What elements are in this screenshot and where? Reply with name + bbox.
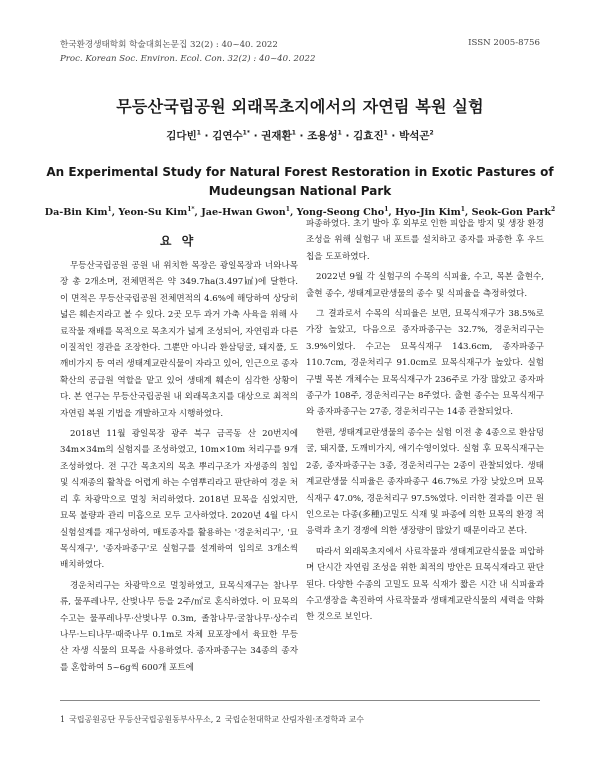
- abstract-paragraph: 한편, 생태계교란생물의 종수는 실험 이전 총 4종으로 환삼덩굴, 돼지풀, 도깨비가지, 애기수영이었다. 실험 후 묘목식재구는 2종, 종자파종구는 3종, 경운처리구는 2종이 관찰되었다. 생태계교란생물 식피율은 종자파종구 46.7%로 가장 낮았으며 묘목식재구 47.0%, 경운처리구 97.5%였다. 이러한 결과를 이끈 원인으로는 다종(多種)고밀도 식재 및 파종에 의한 묘목의 환경 적응력과 초기 경쟁에 의한 생장량이 많았기 때문이라고 본다.: [306, 427, 544, 537]
- affiliation-mark: 1: [383, 129, 388, 137]
- author-name: 조용성: [307, 130, 338, 142]
- journal-citation-ko: 한국환경생태학회 학술대회논문집 32(2) : 40~40. 2022: [60, 40, 278, 50]
- author-separator: ·: [387, 130, 400, 142]
- abstract-paragraph: 그 결과로서 수목의 식피율은 보면, 묘목식재구가 38.5%로 가장 높았고, 다음으로 종자파종구는 32.7%, 경운처리구는 3.9%이었다. 수고는 묘목식재구 143.6cm, 종자파종구 110.7cm, 경운처리구 91.0cm로 묘목식재구가 높았다. 실험구별 목본 개체수는 묘목식재구가 236주로 가장 많았고 종자파종구가 108주, 경운처리구는 8주였다. 출현 종수는 묘목식재구와 종자파종구는 27종, 경운처리구는 14종 관찰되었다.: [306, 309, 544, 418]
- author-name: 김효진: [353, 130, 384, 142]
- authors-korean: [0, 128, 600, 143]
- abstract-paragraph: 무등산국립공원 공원 내 위치한 목장은 광일목장과 너와나목장 총 2개소며, 전체면적은 약 349.7ha(3.497㎢)에 달한다. 이 면적은 무등산국립공원 전체면적의 4.6%에 해당하여 상당히 넓은 훼손지라고 볼 수 있다. 2곳 모두 과거 가축 사육을 위해 사료작물 재배를 목적으로 목초지가 넓게 조성되어, 자연림과 다른 이질적인 경관을 조장한다. 그뿐만 아니라 환삼덩굴, 돼지풀, 도깨비가지 등 여러 생태계교란식물이 자라고 있어, 인근으로 종자 확산의 공급원 역할을 맡고 있어 생태계 훼손이 심각한 상황이다. 본 연구는 무등산국립공원 내 외래목초지를 대상으로 최적의 자연림 복원 기법을 개발하고자 시행하였다.: [60, 261, 298, 419]
- affiliation-mark: 1: [337, 129, 342, 137]
- abstract-paragraph: 파종하였다. 초기 발아 후 외부로 인한 피압을 방지 및 생장 환경조성을 위해 실험구 내 포트를 설치하고 종자를 파종한 후 우드칩을 도포하였다.: [306, 219, 544, 262]
- journal-citation-en: Proc. Korean Soc. Environ. Ecol. Con. 32(2) : 40~40. 2022: [60, 54, 316, 64]
- affiliation-mark: 1: [196, 129, 201, 137]
- abstract-paragraph: 경운처리구는 차광막으로 멀칭하였고, 묘목식재구는 참나무류, 물푸레나무, 산벚나무 등을 2주/㎡로 혼식하였다. 이 묘목의 수고는 물푸레나무·산벚나무 0.3m, 졸참나무·굴참나무·상수리나무·느티나무·때죽나무 0.1m로 자체 묘포장에서 육묘한 무등산 자생 식물의 묘목을 사용하였다. 종자파종구는 34종의 종자를 혼합하여 5~6g씩 600개 포트에: [60, 580, 298, 673]
- author-name: 김연수: [212, 130, 243, 142]
- issn: ISSN 2005-8756: [468, 38, 540, 48]
- author-name: Yeon-Su Kim: [118, 207, 188, 218]
- title-korean: 무등산국립공원 외래목초지에서의 자연림 복원 실험: [116, 97, 484, 116]
- author-separator: ·: [200, 130, 213, 142]
- author-name: Seok-Gon Park: [471, 207, 552, 218]
- abstract-right-column: [306, 216, 544, 630]
- abstract-paragraph: 2018년 11월 광일목장 광주 북구 금곡동 산 20번지에 34m×34m의 실험지를 조성하였고, 10m×10m 처리구를 9개 조성하였다. 전 구간 목초지의 목초 뿌리구조가 자생종의 침입 및 식재종의 활착을 어렵게 하는 수염뿌리라고 판단하여 경운 처리 후 차광막으로 멀칭 처리하였다. 2018년 묘목을 심었지만, 묘목 불량과 관리 미흡으로 모두 고사하였다. 2020년 4월 다시 실험설계를 재구성하여, 매토종자를 활용하는 '경운처리구', '묘목식재구', '종자파종구'로 실험구를 설계하여 임의로 3개소씩 배치하였다.: [60, 429, 298, 571]
- author-separator: ,: [289, 207, 297, 218]
- author-separator: ·: [249, 130, 262, 142]
- author-separator: ,: [111, 207, 119, 218]
- author-name: 박석곤: [399, 130, 430, 142]
- author-name: Yong-Seong Cho: [296, 207, 385, 218]
- footnote-text: 국립순천대학교 산림자원·조경학과 교수: [224, 715, 364, 724]
- author-name: 김다빈: [166, 130, 197, 142]
- author-separator: ,: [464, 207, 472, 218]
- affiliation-mark: 1: [384, 205, 389, 213]
- affiliation-mark: 1: [460, 205, 465, 213]
- author-separator: ·: [341, 130, 354, 142]
- author-name: Jae-Hwan Gwon: [201, 207, 286, 218]
- author-name: Da-Bin Kim: [44, 207, 108, 218]
- affiliation-mark: 1: [285, 205, 290, 213]
- author-separator: ·: [295, 130, 308, 142]
- author-name: 권재환: [261, 130, 292, 142]
- footnote-divider: [60, 700, 540, 701]
- journal-header: [60, 38, 315, 66]
- affiliation-mark: 1: [291, 129, 296, 137]
- author-separator: ,: [194, 207, 202, 218]
- footnote-number: 2: [215, 715, 221, 724]
- abstract-left-column: [60, 258, 298, 680]
- affiliation-mark: 2: [551, 205, 556, 213]
- affiliation-mark: 2: [429, 129, 434, 137]
- abstract-paragraph: 따라서 외래목초지에서 사료작물과 생태계교란식물을 피압하며 단시간 자연림 조성을 위한 최적의 방안은 묘목식재라고 판단된다. 다양한 수종의 고밀도 묘목 식재가 짧은 시간 내 식피율과 수고생장을 촉진하여 사료작물과 생태계교란식물의 세력을 약화한 것으로 보인다.: [306, 546, 544, 623]
- affiliation-mark: 1*: [187, 205, 195, 213]
- affiliation-mark: 1*: [242, 129, 250, 137]
- title-english: An Experimental Study for Natural Forest Restoration in Exotic Pastures of Mudeungsan National Park: [46, 165, 554, 198]
- affiliation-mark: 1: [107, 205, 112, 213]
- footnote-text: 국립공원공단 무등산국립공원동부사무소,: [69, 715, 214, 724]
- author-separator: ,: [388, 207, 396, 218]
- abstract-heading: 요 약: [159, 234, 197, 248]
- footnote-number: 1: [60, 715, 66, 724]
- affiliation-footnote: [60, 714, 364, 725]
- abstract-paragraph: 2022년 9월 각 실험구의 수목의 식피율, 수고, 목본 출현수, 출현 종수, 생태계교란생물의 종수 및 식피율을 측정하였다.: [306, 272, 544, 299]
- author-name: Hyo-Jin Kim: [395, 207, 461, 218]
